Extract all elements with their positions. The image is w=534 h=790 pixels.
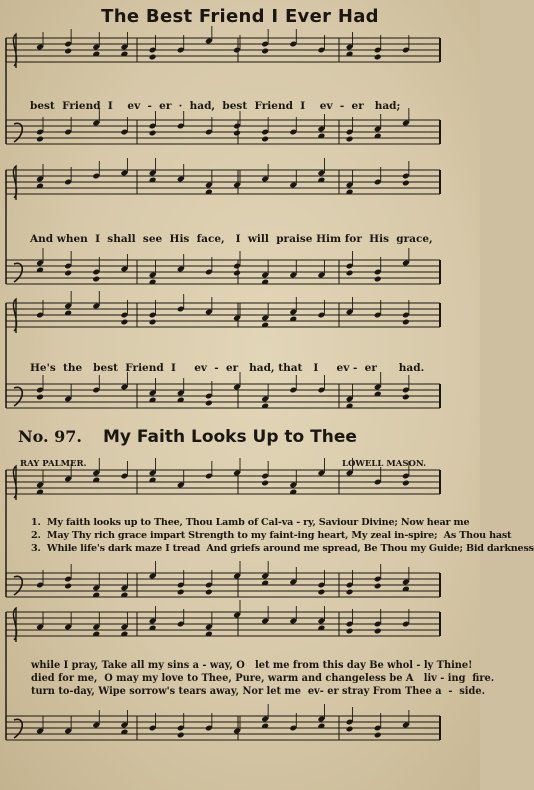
note-head bbox=[374, 583, 382, 590]
treble-clef-icon bbox=[13, 166, 16, 200]
note-head bbox=[374, 732, 382, 739]
verse-line: turn to-day, Wipe sorrow's tears away, Nor let me ev- er stray From Thee a - side. bbox=[31, 686, 486, 697]
verse-line: died for me, O may my love to Thee, Pure, warm and changeless be A liv - ing fire. bbox=[31, 673, 495, 684]
treble-clef-icon bbox=[13, 608, 16, 642]
note-head bbox=[205, 589, 213, 596]
note-head bbox=[346, 628, 354, 635]
note-head bbox=[346, 270, 354, 277]
note-head bbox=[92, 276, 100, 283]
lyric-line: He's the best Friend I ev - er had, that I ev - er had. bbox=[30, 362, 425, 374]
note-head bbox=[374, 54, 382, 61]
note-head bbox=[402, 319, 410, 326]
verse-line: while I pray, Take all my sins a - way, O let me from this day Be whol - ly Thine! bbox=[31, 660, 473, 671]
note-head bbox=[374, 628, 382, 635]
verse-line: 3. While life's dark maze I tread And griefs around me spread, Be Thou my Guide; Bid darkness bbox=[31, 543, 534, 554]
note-head bbox=[402, 180, 410, 187]
note-head bbox=[149, 319, 157, 326]
hymn-number: No. 97. bbox=[18, 427, 82, 446]
note-head bbox=[149, 54, 157, 61]
note-head bbox=[374, 276, 382, 283]
lyric-line: And when I shall see His face, I will praise Him for His grace, bbox=[30, 233, 433, 245]
note-head bbox=[36, 394, 44, 401]
note-head bbox=[261, 48, 269, 55]
note-head bbox=[233, 270, 241, 277]
note-head bbox=[261, 136, 269, 143]
note-head bbox=[402, 480, 410, 487]
treble-clef-icon bbox=[13, 466, 16, 500]
treble-clef-icon bbox=[13, 34, 16, 68]
note-head bbox=[346, 136, 354, 143]
treble-clef-icon bbox=[13, 299, 16, 333]
verse-line: 1. My faith looks up to Thee, Thou Lamb of Cal-va - ry, Saviour Divine; Now hear me bbox=[31, 517, 470, 528]
hymn-title: My Faith Looks Up to Thee bbox=[103, 427, 357, 447]
note-head bbox=[149, 130, 157, 137]
note-head bbox=[64, 270, 72, 277]
lyric-line: best Friend I ev - er · had, best Friend I ev - er had; bbox=[30, 100, 401, 112]
note-head bbox=[346, 589, 354, 596]
note-head bbox=[177, 732, 185, 739]
note-head bbox=[402, 394, 410, 401]
note-head bbox=[36, 136, 44, 143]
note-head bbox=[64, 583, 72, 590]
song-title: The Best Friend I Ever Had bbox=[101, 6, 379, 27]
note-head bbox=[346, 726, 354, 733]
composer-credit: LOWELL MASON. bbox=[342, 459, 427, 469]
note-head bbox=[64, 48, 72, 55]
note-head bbox=[233, 130, 241, 137]
note-head bbox=[177, 589, 185, 596]
note-head bbox=[205, 400, 213, 407]
lyricist-credit: RAY PALMER. bbox=[20, 459, 87, 469]
note-head bbox=[318, 589, 326, 596]
verse-line: 2. May Thy rich grace impart Strength to my faint-ing heart, My zeal in-spire; As Thou hast bbox=[31, 530, 512, 541]
note-head bbox=[121, 319, 129, 326]
note-head bbox=[261, 480, 269, 487]
